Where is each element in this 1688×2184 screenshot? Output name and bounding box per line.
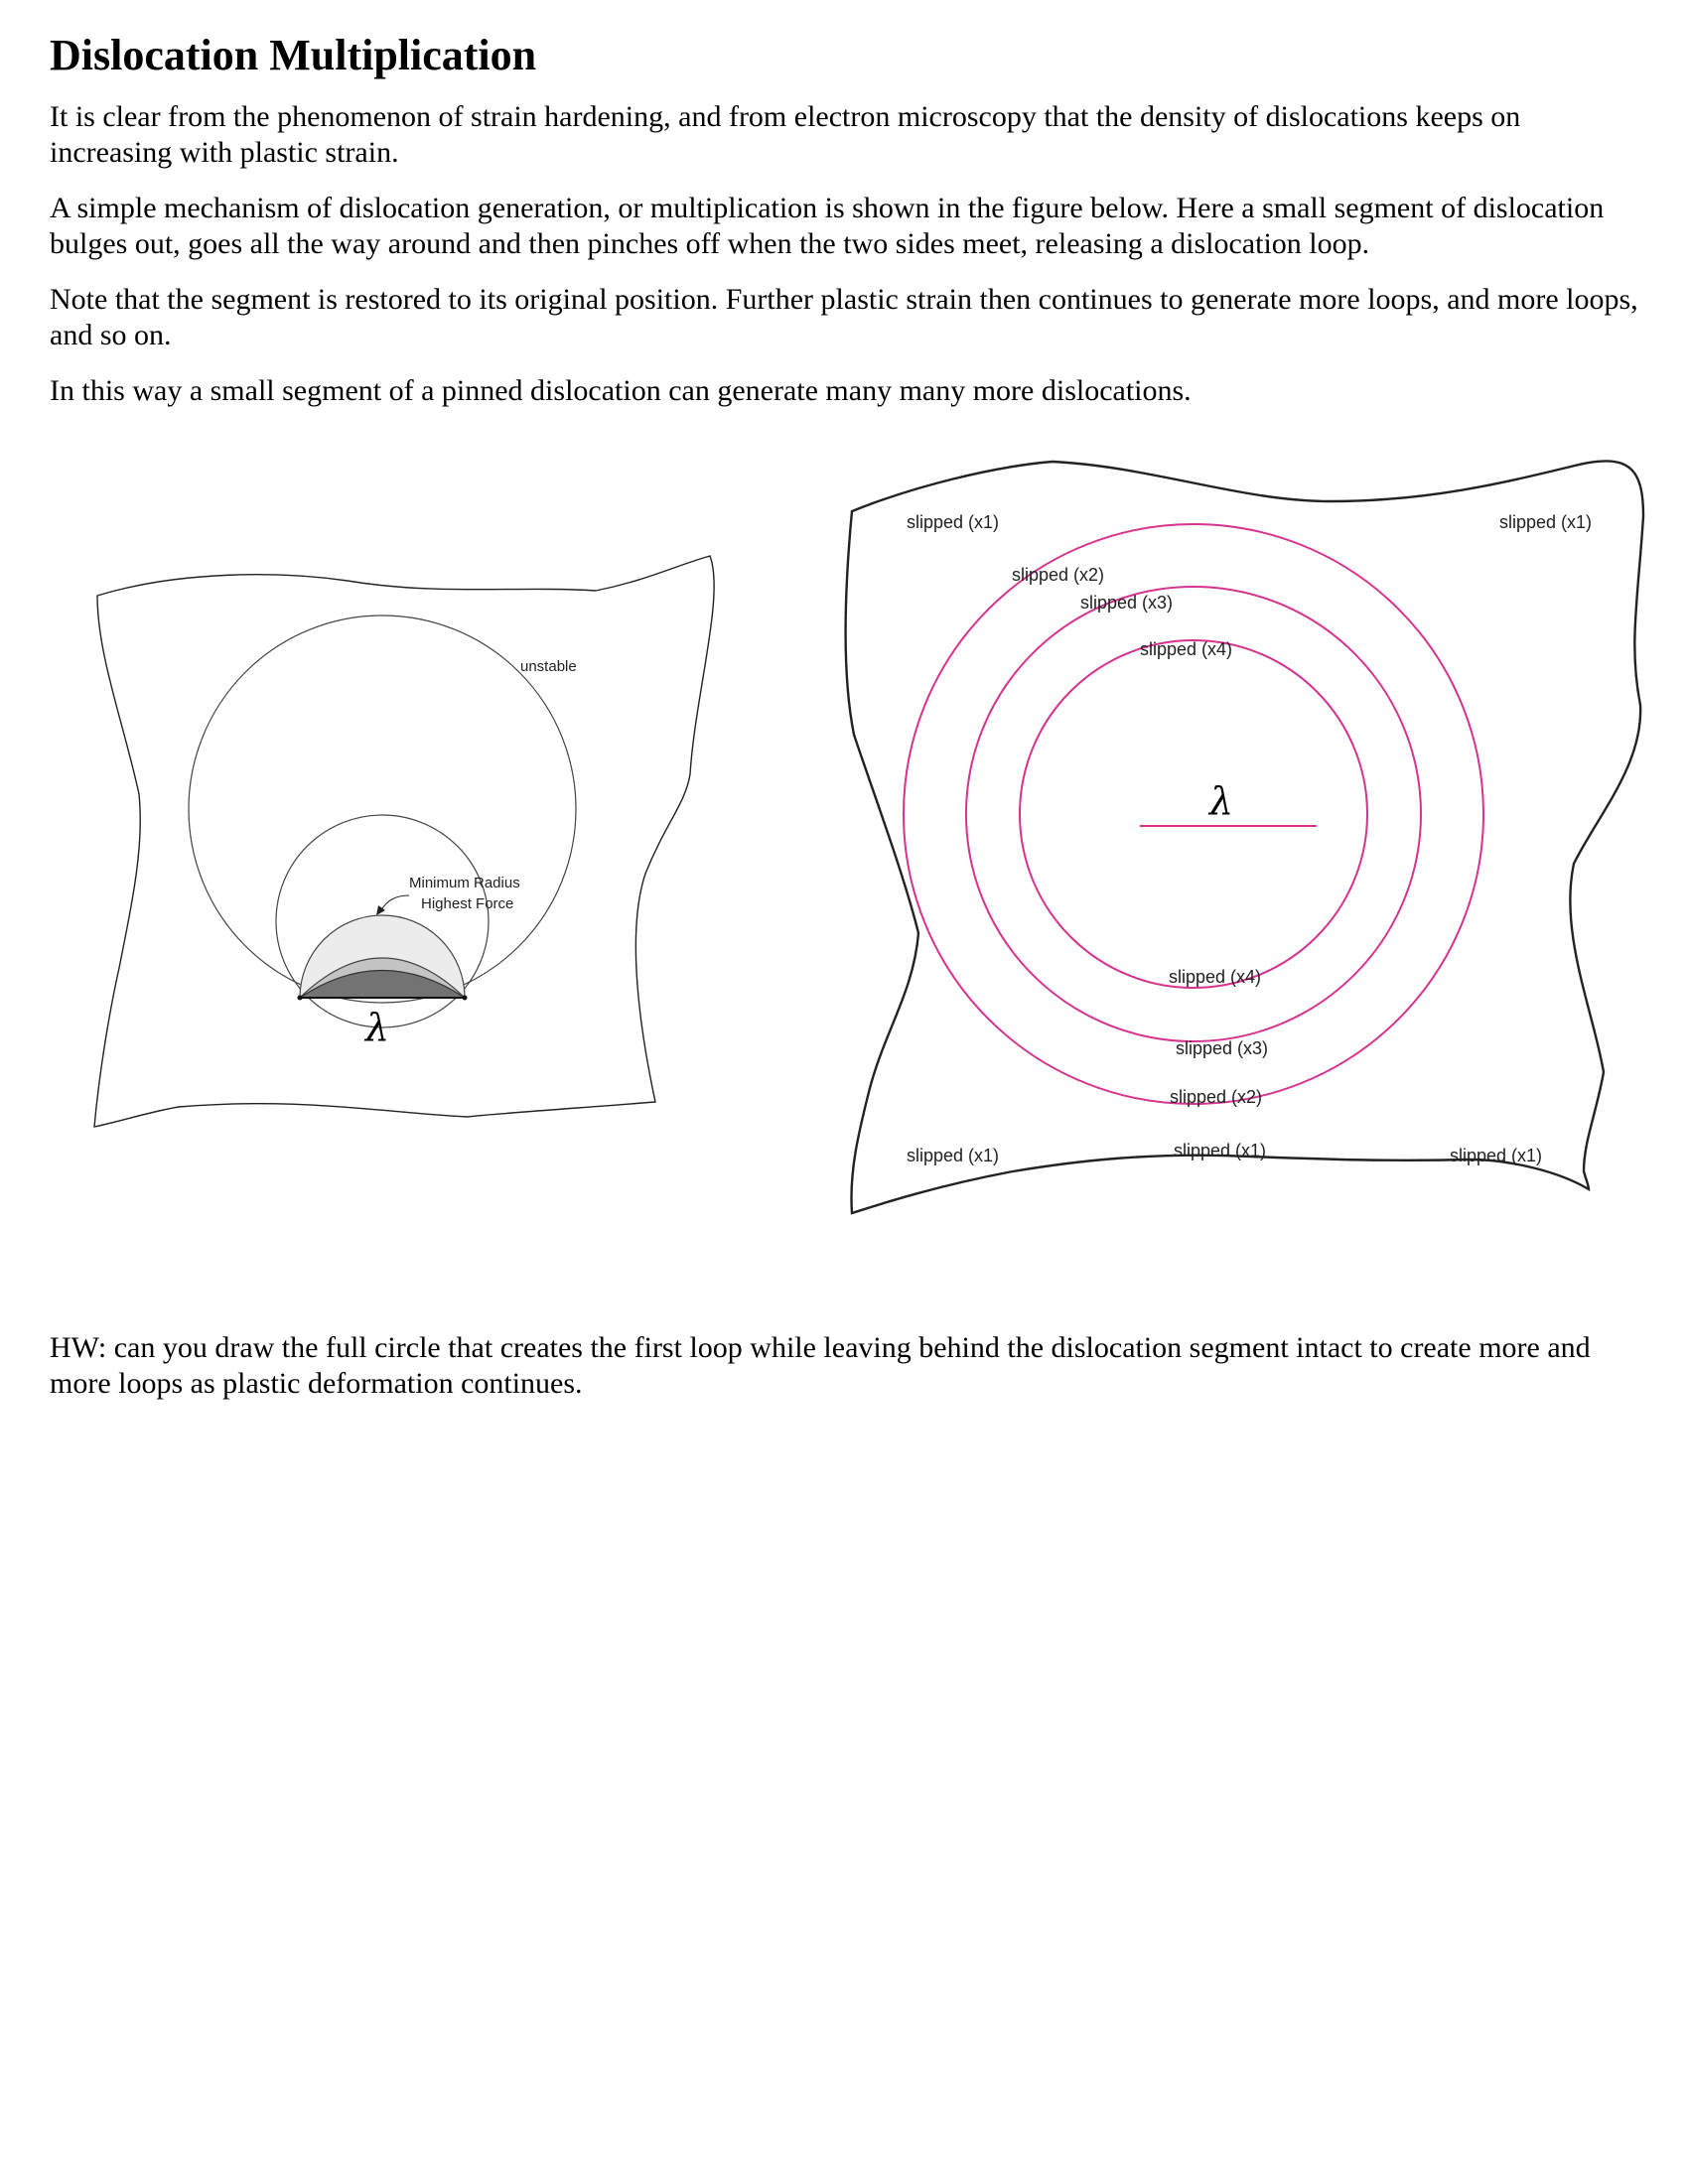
unstable-label: unstable	[520, 658, 577, 675]
paragraph-mechanism: A simple mechanism of dislocation generation, or multiplication is shown in the figure below. Here a small segment of dislocation bulges out, goes all the way around and then pinches off when the two sides meet, releasing a dislocation loop.	[50, 192, 1605, 260]
left-crystal-outline	[94, 556, 714, 1127]
paragraph-strain-hardening: It is clear from the phenomenon of strain hardening, and from electron microscopy that the density of dislocations keeps on increasing with plastic strain.	[50, 100, 1521, 169]
label-middle-bottom-x3: slipped (x3)	[1176, 1038, 1269, 1058]
page-title: Dislocation Multiplication	[50, 31, 537, 79]
loop-inner	[1020, 640, 1367, 988]
label-inner-top-x4: slipped (x4)	[1140, 639, 1233, 659]
label-outer-top-x2: slipped (x2)	[1012, 565, 1105, 585]
label-middle-top-x3: slipped (x3)	[1080, 593, 1174, 613]
label-top-right-x1: slipped (x1)	[1499, 512, 1593, 532]
homework-paragraph: HW: can you draw the full circle that creates the first loop while leaving behind the dislocation segment intact to create more and more loops as plastic deformation continues.	[50, 1331, 1591, 1400]
min-radius-arrow	[381, 895, 409, 910]
label-bottom-center-x1: slipped (x1)	[1174, 1141, 1267, 1160]
label-top-left-x1: slipped (x1)	[907, 512, 1000, 532]
label-bottom-left-x1: slipped (x1)	[907, 1146, 1000, 1165]
pin-point-left	[298, 996, 303, 1001]
left-figure	[94, 556, 714, 1127]
right-figure	[846, 461, 1644, 1213]
loop-outer	[904, 524, 1483, 1104]
label-bottom-right-x1: slipped (x1)	[1450, 1146, 1543, 1165]
min-radius-label: Minimum Radius	[409, 875, 520, 891]
label-inner-bottom-x4: slipped (x4)	[1169, 967, 1262, 987]
paragraph-pinned-dislocation: In this way a small segment of a pinned dislocation can generate many many more dislocations.	[50, 374, 1192, 407]
label-outer-bottom-x2: slipped (x2)	[1170, 1087, 1263, 1107]
paragraph-segment-restored: Note that the segment is restored to its original position. Further plastic strain then continues to generate more loops, and more loops, and so on.	[50, 283, 1638, 351]
pin-point-right	[463, 996, 468, 1001]
left-lambda-symbol: λ	[365, 1006, 390, 1049]
right-lambda-symbol: λ	[1209, 779, 1234, 823]
highest-force-label: Highest Force	[421, 895, 514, 912]
